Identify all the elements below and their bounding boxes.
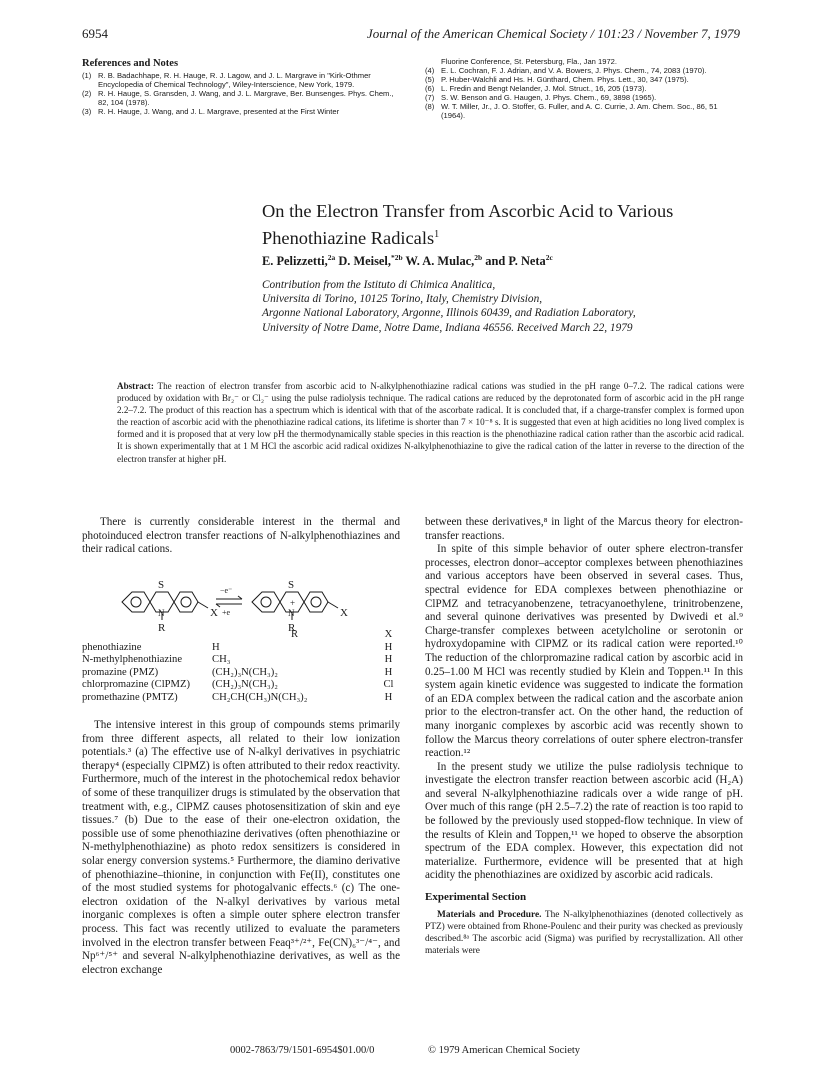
reference-text: S. W. Benson and G. Haugen, J. Phys. Chem., 69, 3898 (1965). bbox=[441, 93, 657, 102]
reference-number: (7) bbox=[425, 93, 435, 102]
reference-text: R. H. Hauge, S. Gransden, J. Wang, and J. L. Margrave, Ber. Bunsenges. Phys. Chem., 82, 104 (1978). bbox=[98, 89, 394, 107]
article-code: 0002-7863/79/1501-6954$01.00/0 bbox=[230, 1045, 375, 1056]
r-substituent-label: R bbox=[158, 622, 166, 634]
table-row bbox=[82, 692, 400, 705]
article-title bbox=[262, 200, 732, 250]
radical-cation-charge: + bbox=[290, 598, 296, 608]
reference-number: (8) bbox=[425, 102, 435, 111]
table-header-cell bbox=[82, 629, 212, 642]
benzene-ring-right bbox=[304, 592, 328, 612]
author-name: and P. Neta bbox=[482, 254, 546, 269]
compound-r: (CH₂)₃N(CH₃)₂ bbox=[212, 666, 278, 678]
body-paragraph: In the present study we utilize the pulse radiolysis technique to investigate the electron transfer reaction between ascorbic acid (H₂A) and several N-alkylphenothiazine radicals over a wide range of pH. Over much of this range (pH 2.5–7.2) the rate of reaction is too rapid to be followed by the previously used stopped-flow technique. In view of the results of Klein and Toppen,¹¹ we hoped to observe the absorption spectrum of the EDA complex. However, this expectation did not materialize. Furthermore, evidence will be presented that at high acidity the phenothiazines are oxidized by ascorbic acid radicals. bbox=[425, 760, 743, 882]
author-name: W. A. Mulac, bbox=[402, 254, 475, 269]
benzene-ring-left bbox=[252, 592, 280, 612]
reference-item bbox=[82, 71, 397, 89]
affiliation-line: Contribution from the Istituto di Chimica Analitica, bbox=[262, 279, 496, 291]
benzene-ring-left bbox=[122, 592, 150, 612]
right-column-body bbox=[425, 516, 743, 957]
page-number: 6954 bbox=[82, 26, 108, 41]
compound-r: (CH₂)₃N(CH₃)₂ bbox=[212, 679, 278, 691]
author-name: D. Meisel, bbox=[335, 254, 391, 269]
reference-number: (2) bbox=[82, 89, 92, 98]
reference-text: L. Fredin and Bengt Nelander, J. Mol. Struct., 16, 205 (1973). bbox=[441, 84, 647, 93]
reference-item bbox=[82, 107, 397, 116]
table-header-row bbox=[82, 629, 400, 642]
x-substituent-label: X bbox=[210, 607, 218, 619]
benzene-ring-right bbox=[174, 592, 198, 612]
experimental-paragraph bbox=[425, 909, 743, 958]
author-affiliation-mark: *2b bbox=[390, 253, 403, 262]
references-heading: References and Notes bbox=[82, 58, 179, 69]
nitrogen-atom-label: N bbox=[158, 608, 165, 618]
compound-name: chlorpromazine (ClPMZ) bbox=[82, 679, 190, 691]
reference-text: R. B. Badachhape, R. H. Hauge, R. J. Lagow, and J. L. Margrave in "Kirk-Othmer Encyclopedia of Chemical Technology", Wiley-Interscience, New York, 1979. bbox=[98, 71, 371, 89]
affiliation-line: University of Notre Dame, Notre Dame, Indiana 46556. Received March 22, 1979 bbox=[262, 321, 633, 334]
compound-name: phenothiazine bbox=[82, 641, 142, 653]
reference-item bbox=[425, 66, 743, 75]
affiliation-block bbox=[262, 278, 732, 335]
reference-number: (6) bbox=[425, 84, 435, 93]
body-paragraph: between these derivatives,⁸ in light of the Marcus theory for electron-transfer reactions. bbox=[425, 516, 743, 542]
phenothiazine-redox-scheme bbox=[112, 568, 402, 636]
compound-x: H bbox=[384, 641, 393, 653]
affiliation-line: Argonne National Laboratory, Argonne, Illinois 60439, and Radiation Laboratory, bbox=[262, 307, 636, 320]
title-footnote-mark: 1 bbox=[434, 229, 440, 240]
r-substituent-label: R bbox=[288, 622, 296, 634]
compound-x: H bbox=[384, 666, 393, 678]
reference-number: (3) bbox=[82, 107, 92, 116]
body-paragraph: In spite of this simple behavior of outer sphere electron-transfer processes, electron donor–acceptor complexes between phenothiazines and various acceptors have been observed in several cases. Thus, spectral evidence for EDA complexes between phenothiazine or ClPMZ and tetracyanobenzene, tetracyanoethylene, trinitrobenzene, and several quinone derivatives was presented by Dwivedi et al.⁹ Charge-transfer complexes between acetylcholine or serotonin or hydroxydopamine with ClPMZ or its radical cation were reported.¹⁰ The reduction of the chlorpromazine radical cation by ascorbic acid in 0.25–1.00 M HCl was recently studied by Klein and Toppen.¹¹ In this system again kinetic evidence was suggested to indicate the formation of an EDA complex between the radical cation and the ascorbate anion prior to the electron-transfer act. On the other hand, the reduction of many inorganic complexes by ascorbic acid was recently shown to follow the Marcus theory correlations of outer sphere electron-transfer reaction.¹² bbox=[425, 543, 743, 760]
reference-text: R. H. Hauge, J. Wang, and J. L. Margrave, presented at the First Winter bbox=[98, 107, 340, 116]
nitrogen-atom-label: N bbox=[288, 608, 295, 618]
table-header-cell: X bbox=[384, 629, 393, 640]
title-line-1: On the Electron Transfer from Ascorbic Acid to Various bbox=[262, 201, 674, 221]
experimental-text: The N-alkylphenothiazines (denoted collectively as PTZ) were obtained from Rhone-Poulenc and their purity was checked as previously described.⁸ᵃ The ascorbic acid (Sigma) was purified by recrystallization. All other materials were bbox=[425, 909, 743, 957]
references-left-column bbox=[82, 71, 397, 116]
reference-item bbox=[425, 102, 743, 120]
sulfur-atom-label: S bbox=[288, 579, 295, 591]
compound-r: H bbox=[212, 641, 220, 653]
reference-text: W. T. Miller, Jr., J. O. Stoffer, G. Fuller, and A. C. Currie, J. Am. Chem. Soc., 86, 51 (1964). bbox=[441, 102, 718, 120]
abstract bbox=[117, 380, 744, 465]
author-affiliation-mark: 2c bbox=[545, 253, 553, 262]
author-name: E. Pelizzetti, bbox=[262, 254, 328, 269]
x-substituent-label: X bbox=[340, 607, 348, 619]
author-affiliation-mark: 2b bbox=[474, 253, 483, 262]
sulfur-atom-label: S bbox=[158, 579, 165, 591]
title-line-2: Phenothiazine Radicals bbox=[262, 228, 435, 249]
compound-x: H bbox=[384, 654, 393, 666]
reduction-label: +e bbox=[222, 608, 231, 617]
reference-text: E. L. Cochran, F. J. Adrian, and V. A. Bowers, J. Phys. Chem., 74, 2083 (1970). bbox=[441, 66, 707, 75]
table-row bbox=[82, 679, 400, 692]
body-paragraph: The intensive interest in this group of compounds stems primarily from three different aspects, all related to their low ionization potentials.³ (a) The effective use of N-alkyl derivatives in psychiatric therapy⁴ (especially ClPMZ) is often attributed to their redox reactivity. Furthermore, much of the interest in the photochemical redox behavior of some of these tranquilizer drugs is stimulated by the observation that treatment with, e.g., ClPMZ causes photosensitization of skin and eye tissues.⁷ (b) Due to the ease of their one-electron oxidation, the possible use of some phenothiazine derivatives (often phenothiazine or N-methylphenothiazine) as photo redox sensitizers is considered in solar energy conversion systems.⁵ Furthermore, the diamino derivative of phenothiazine–thionine, in conjunction with Fe(II), constitutes one of the most studied systems for photogalvanic effects.⁶ (c) The one-electron oxidation of the N-alkyl derivatives by various metal inorganic complexes is often a simple outer sphere electron transfer process. This fact was recently utilized to evaluate the parameters involved in the electron transfer between Feaq³⁺/²⁺, Fe(CN)₆³⁻/⁴⁻, and Np⁶⁺/⁵⁺ and several N-alkylphenothiazine derivatives, as well as the electron exchange bbox=[82, 719, 400, 976]
intro-paragraph: There is currently considerable interest in the thermal and photoinduced electron transfer reactions of N-alkylphenothiazines and their radical cations. bbox=[82, 516, 400, 556]
copyright-notice: © 1979 American Chemical Society bbox=[428, 1045, 581, 1056]
table-header-cell: R bbox=[290, 629, 299, 640]
compound-name: promazine (PMZ) bbox=[82, 666, 159, 678]
reference-number: (5) bbox=[425, 75, 435, 84]
reference-item bbox=[425, 75, 743, 84]
oxidation-label: −e⁻ bbox=[220, 586, 233, 595]
reference-text: Fluorine Conference, St. Petersburg, Fla., Jan 1972. bbox=[441, 57, 618, 66]
journal-running-head: Journal of the American Chemical Society / 101:23 / November 7, 1979 bbox=[366, 26, 740, 41]
table-row bbox=[82, 642, 400, 655]
reference-number: (4) bbox=[425, 66, 435, 75]
compound-r: CH₃ bbox=[212, 654, 231, 666]
author-affiliation-mark: 2a bbox=[327, 253, 336, 262]
reference-item bbox=[82, 89, 397, 107]
reference-item bbox=[425, 93, 743, 102]
references-right-column bbox=[425, 57, 743, 120]
compound-x: Cl bbox=[383, 679, 394, 691]
compound-x: H bbox=[384, 691, 393, 703]
abstract-text: The reaction of electron transfer from ascorbic acid to N-alkylphenothiazine radical cations was studied in the pH range 0–7.2. The radical cations were produced by oxidation with Br₂⁻ or Cl₂⁻ using the pulse radiolysis technique. The radical cations are reduced by the deprotonated form of ascorbic acid in the pH range 2.2–7.2. The product of this reaction has a spectrum which is identical with that of the ascorbate radical. It is concluded that, if a charge-transfer complex is formed upon the reaction of ascorbic acid with the phenothiazine radical cations, its lifetime is shorter than 7 × 10⁻⁸ s. It is suggested that even at high acidities no long lived complex is formed and it is proposed that at very low pH the thermodynamically stable species in this reaction is the phenothiazine radical cation rather than the ascorbic acid radical. It is shown experimentally that at 1 M HCl the ascorbic acid radical oxidizes N-alkylphenothiazine to give the radical cation of the latter in reverse to the direction of the electron transfer at higher pH. bbox=[117, 381, 745, 464]
abstract-label: Abstract: bbox=[117, 381, 154, 391]
affiliation-line: Universita di Torino, 10125 Torino, Italy, Chemistry Division, bbox=[262, 293, 543, 306]
compound-name: N-methylphenothiazine bbox=[82, 654, 183, 666]
table-row bbox=[82, 654, 400, 667]
compound-table bbox=[82, 629, 400, 705]
compound-r: CH₂CH(CH₃)N(CH₃)₂ bbox=[212, 691, 308, 703]
reference-item bbox=[425, 57, 743, 66]
left-column-body bbox=[82, 719, 400, 977]
reference-number: (1) bbox=[82, 71, 92, 80]
compound-name: promethazine (PMTZ) bbox=[82, 691, 178, 703]
subsection-label: Materials and Procedure. bbox=[437, 909, 542, 920]
section-heading: Experimental Section bbox=[425, 891, 527, 904]
reference-item bbox=[425, 84, 743, 93]
author-list bbox=[262, 253, 732, 269]
table-row bbox=[82, 667, 400, 680]
reference-text: P. Huber-Walchli and Hs. H. Günthard, Chem. Phys. Lett., 30, 347 (1975). bbox=[441, 75, 689, 84]
